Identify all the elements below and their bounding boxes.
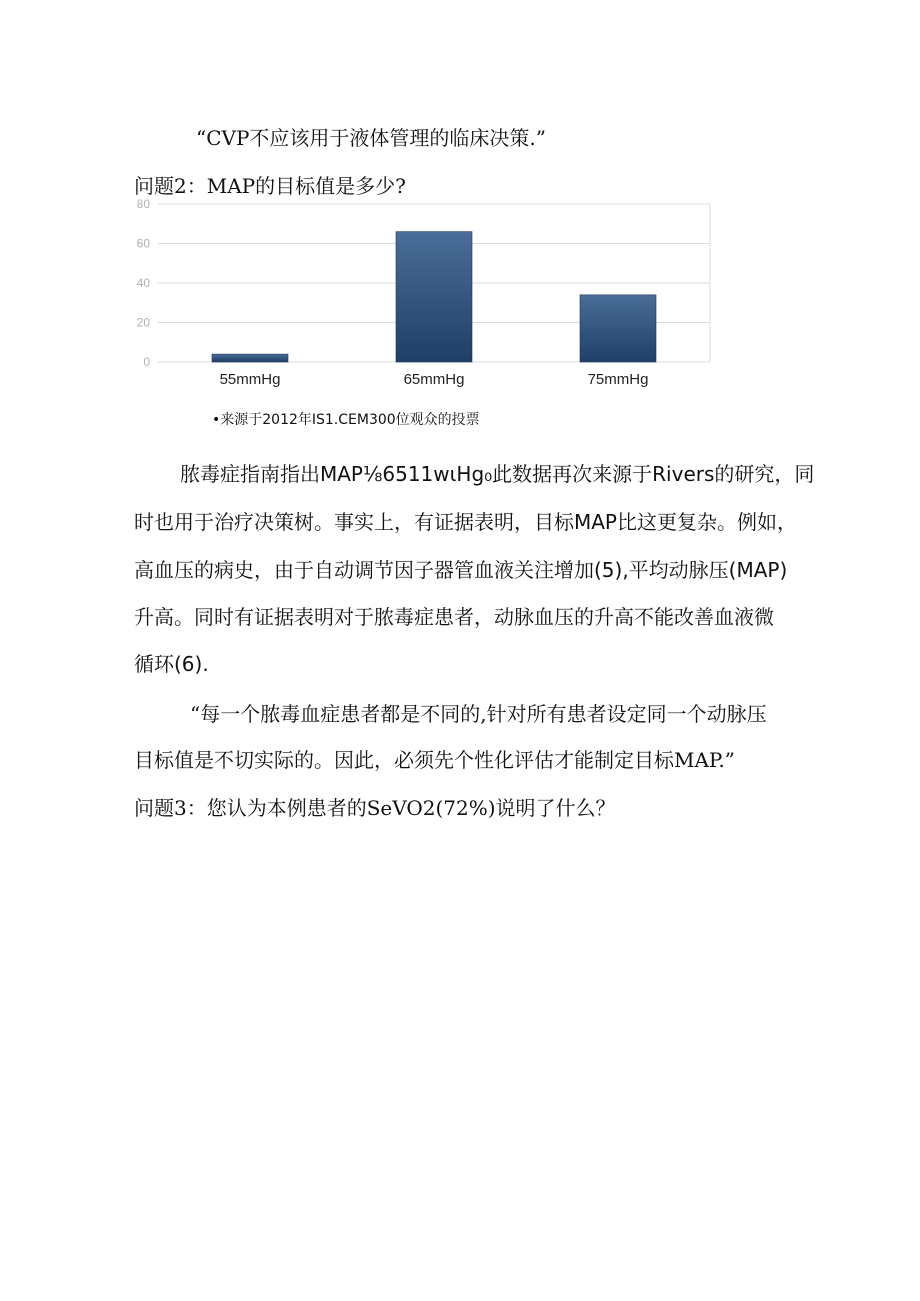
chart-source-note: •来源于2012年IS1.CEM300位观众的投票: [212, 412, 480, 428]
y-tick-label-40: 40: [136, 276, 150, 290]
paragraph-line-1: 脓毒症指南指出MAP⅛6511wιHg₀此数据再次来源于Rivers的研究，同: [180, 462, 815, 486]
y-tick-label-20: 20: [136, 315, 150, 330]
paragraph-line-5: 循环(6).: [134, 652, 209, 676]
y-tick-label-0: 0: [143, 355, 150, 369]
bar-65mmHg: [396, 232, 472, 362]
chart-y-ticks: [137, 197, 151, 369]
paragraph-line-2: 时也用于治疗决策树。事实上，有证据表明，目标MAP比这更复杂。例如，: [134, 510, 797, 534]
quote-sepsis-line-2: 目标值是不切实际的。因此，必须先个性化评估才能制定目标MAP.”: [134, 748, 735, 772]
x-tick-label-55mmHg: 55mmHg: [219, 371, 281, 388]
y-tick-label-80: 80: [136, 197, 150, 211]
y-tick-label-60: 60: [136, 236, 150, 251]
chart-bars: [212, 232, 656, 362]
chart-x-labels: [220, 371, 649, 388]
quote-sepsis-line-1: “每一个脓毒血症患者都是不同的,针对所有患者设定同一个动脉压: [190, 702, 767, 726]
bar-75mmHg: [580, 295, 656, 362]
paragraph-line-4: 升高。同时有证据表明对于脓毒症患者，动脉血压的升高不能改善血液微: [134, 605, 774, 629]
bar-55mmHg: [212, 354, 288, 362]
bar-chart: [128, 196, 728, 396]
x-tick-label-75mmHg: 75mmHg: [587, 371, 649, 388]
x-tick-label-65mmHg: 65mmHg: [403, 371, 465, 388]
question-3: 问题3：您认为本例患者的SeVO2(72%)说明了什么？: [134, 796, 616, 820]
question-2: 问题2：MAP的目标值是多少?: [134, 174, 406, 198]
quote-cvp: “CVP不应该用于液体管理的临床决策.”: [196, 126, 547, 150]
paragraph-line-3: 高血压的病史，由于自动调节因子器管血液关注增加(5),平均动脉压(MAP): [134, 558, 788, 582]
